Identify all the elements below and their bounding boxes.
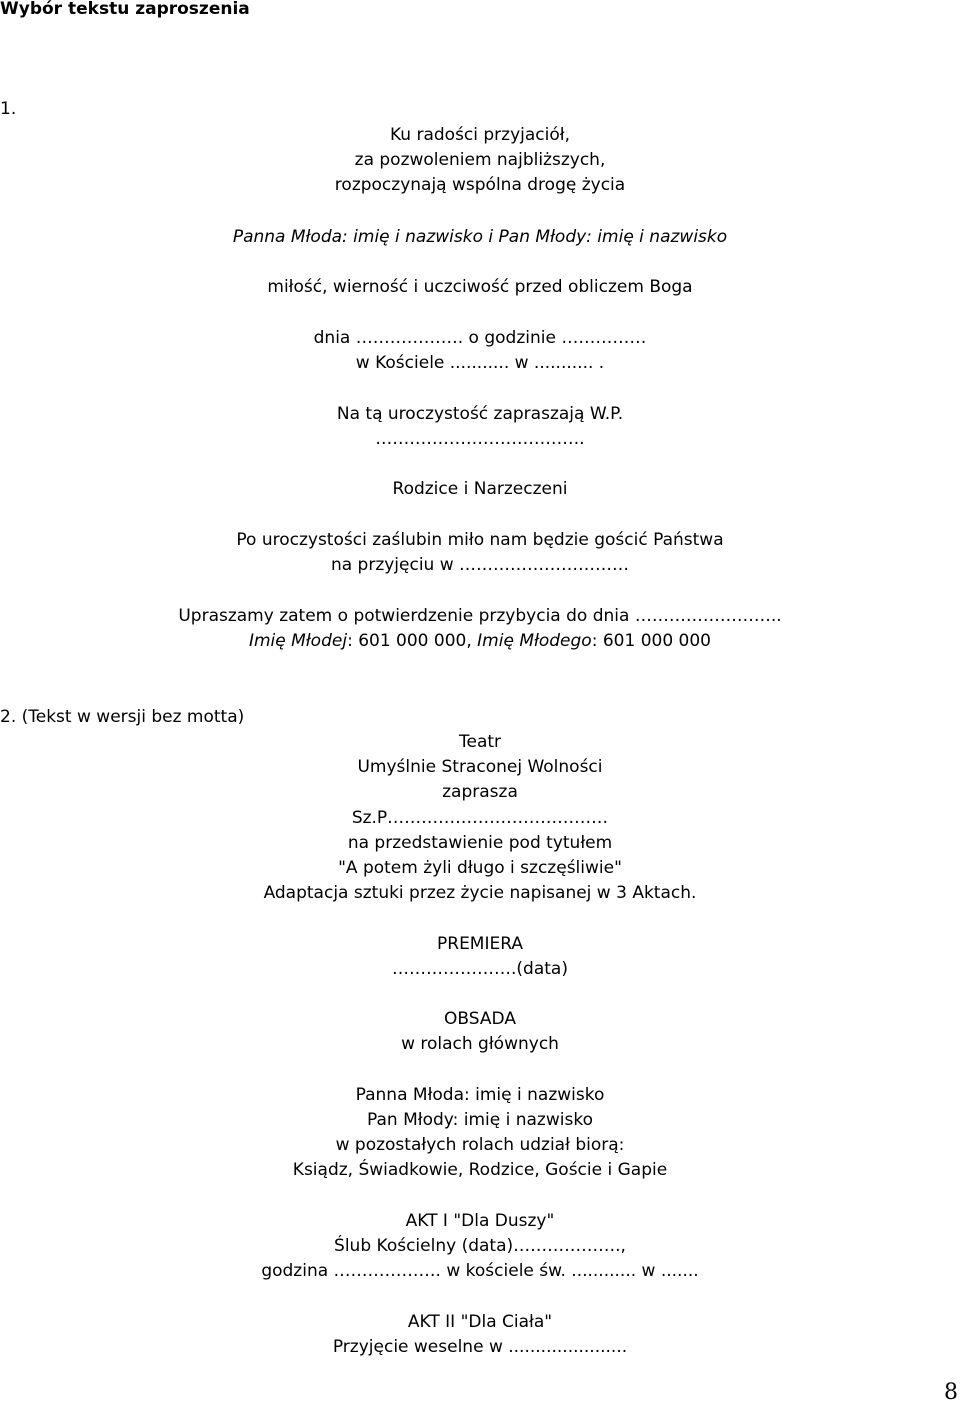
bride-phone: : 601 000 000, [347,631,478,651]
reception-line: na przyjęciu w ………………………… [330,555,630,575]
groom-phone: : 601 000 000 [591,631,712,651]
signature-line: Rodzice i Narzeczeni [392,479,568,499]
premiere-heading: PREMIERA [437,934,523,954]
play-line: Teatr [458,732,502,752]
motto-line: rozpoczynają wspólna drogę życia [334,175,626,195]
motto-line: Ku radości przyjaciół, [389,125,571,145]
play-line: na przedstawienie pod tytułem [347,833,613,853]
section-2-heading: 2. (Tekst w wersji bez motta) [0,707,245,727]
bride-label: Imię Młodej [248,631,348,651]
play-line: "A potem żyli długo i szczęśliwie" [338,858,622,878]
date-line: dnia ………………. o godzinie …………… [313,328,647,348]
act2-heading: AKT II "Dla Ciała" [407,1312,553,1332]
page-title: Wybór tekstu zaproszenia [0,0,250,19]
act2-line: Przyjęcie weselne w ...................... [332,1337,628,1357]
premiere-date: ………………….(data) [392,959,568,979]
play-line: zaprasza [442,782,518,802]
cast-line: Ksiądz, Świadkowie, Rodzice, Goście i Gapie [292,1160,668,1180]
groom-label: Imię Młodego [477,631,592,651]
reception-line: Po uroczystości zaślubin miło nam będzie gościć Państwa [236,530,724,550]
cast-line: Pan Młody: imię i nazwisko [367,1110,593,1130]
vows-line: miłość, wierność i uczciwość przed obliczem Boga [267,277,693,297]
cast-subheading: w rolach głównych [401,1034,559,1054]
motto-line: za pozwoleniem najbliższych, [354,150,606,170]
section-number: 1. [0,99,17,119]
cast-line: Panna Młoda: imię i nazwisko [355,1085,605,1105]
play-line: Umyślnie Straconej Wolności [357,757,603,777]
play-line: Sz.P………………………………… [351,808,609,828]
contacts-line [0,629,960,654]
act1-line: godzina ………………. w kościele św. ............ w ....... [261,1261,699,1281]
act1-line: Ślub Kościelny (data)………………., [334,1236,626,1256]
invitee-dots: ………………………………. [375,429,585,449]
cast-line: w pozostałych rolach udział biorą: [335,1135,625,1155]
act1-heading: AKT I "Dla Duszy" [405,1211,555,1231]
invite-line: Na tą uroczystość zapraszają W.P. [336,404,624,424]
play-line: Adaptacja sztuki przez życie napisanej w 3 Aktach. [263,883,697,903]
page-number: 8 [944,1380,958,1405]
rsvp-line: Upraszamy zatem o potwierdzenie przybycia do dnia …………………….. [178,606,782,626]
couple-line: Panna Młoda: imię i nazwisko i Pan Młody: imię i nazwisko [232,227,728,247]
church-line: w Kościele ........... w ........... . [355,353,605,373]
cast-heading: OBSADA [444,1009,516,1029]
